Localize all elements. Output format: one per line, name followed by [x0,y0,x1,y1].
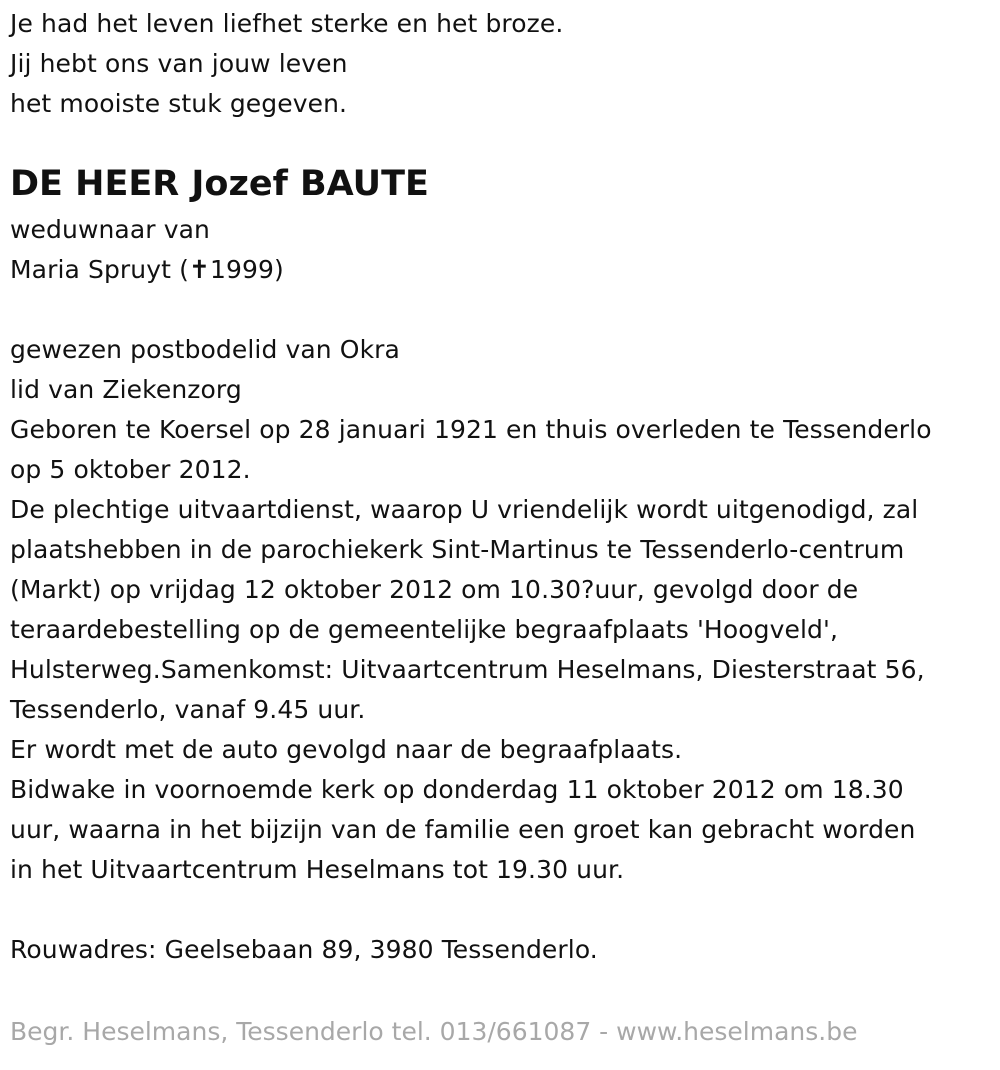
spacer [10,290,995,330]
detail-line: (Markt) op vrijdag 12 oktober 2012 om 10.30?uur, gevolgd door de [10,575,859,604]
detail-line: Hulsterweg.Samenkomst: Uitvaartcentrum Heselmans, Diesterstraat 56, [10,655,925,684]
spouse-text: Maria Spruyt (✝1999) [10,255,284,284]
detail-line: in het Uitvaartcentrum Heselmans tot 19.30 uur. [10,855,625,884]
detail-line: uur, waarna in het bijzijn van de familie een groet kan gebracht worden [10,815,916,844]
detail-line: Bidwake in voornoemde kerk op donderdag 11 oktober 2012 om 18.30 [10,775,904,804]
detail-line: De plechtige uitvaartdienst, waarop U vriendelijk wordt uitgenodigd, zal [10,495,919,524]
membership-line: gewezen postbodelid van Okra [10,335,400,364]
detail-line: Geboren te Koersel op 28 januari 1921 en thuis overleden te Tessenderlo [10,415,932,444]
poem-line: Jij hebt ons van jouw leven [10,49,348,78]
detail-line: plaatshebben in de parochiekerk Sint-Martinus te Tessenderlo-centrum [10,535,905,564]
funeral-details [10,410,995,890]
detail-line: Er wordt met de auto gevolgd naar de begraafplaats. [10,735,683,764]
mourning-address: Rouwadres: Geelsebaan 89, 3980 Tessenderlo. [10,935,598,964]
funeral-home-footer: Begr. Heselmans, Tessenderlo tel. 013/661087 - www.heselmans.be [10,1017,858,1046]
obituary-notice [10,4,995,970]
detail-line: op 5 oktober 2012. [10,455,251,484]
relation-text: weduwnaar van [10,215,210,244]
poem-line: het mooiste stuk gegeven. [10,89,348,118]
deceased-name: DE HEER Jozef BAUTE [10,164,429,204]
spacer [10,890,995,930]
detail-line: teraardebestelling op de gemeentelijke begraafplaats 'Hoogveld', [10,615,839,644]
poem-line: Je had het leven liefhet sterke en het broze. [10,9,564,38]
membership-line: lid van Ziekenzorg [10,375,242,404]
detail-line: Tessenderlo, vanaf 9.45 uur. [10,695,366,724]
poem [10,4,995,124]
